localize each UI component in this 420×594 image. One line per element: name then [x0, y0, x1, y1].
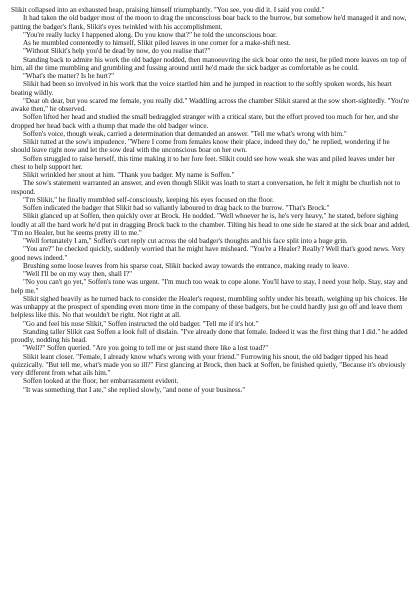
paragraph: Slikit tutted at the sow's impudence. "Where I come from females know their place, indeed they do," he replied, wondering if he should leave right now and let the sow deal with the unconscious boar on her own.: [11, 138, 390, 155]
paragraph: "No you can't go yet," Soffen's tone was urgent. "I'm much too weak to cope alone. You'll have to stay, I need your help. Stay, stay and help me.": [11, 278, 408, 295]
paragraph: "I'm Slikit," he finally mumbled self-consciously, keeping his eyes focused on the floor.: [23, 195, 274, 204]
paragraph: The sow's statement warranted an answer, and even though Slikit was loath to start a conversation, he felt it might be churlish not to respond.: [11, 179, 401, 196]
paragraph: Standing back to admire his work the old badger nodded, then manoeuvring the sick boar onto the nest, he piled more leaves on top of him, all the time mumbling and grumbling and fussing around until he'd made the sick badger as comfortable as he could.: [11, 55, 407, 72]
paragraph: "Go and feel his nose Slikit," Soffen instructed the old badger. "Tell me if it's hot.": [23, 319, 259, 328]
paragraph: "Well I'll be on my way then, shall I?": [23, 270, 133, 278]
paragraph: "Well fortunately I am," Soffen's curt reply cut across the old badger's thoughts and his face split into a huge grin.: [23, 237, 348, 245]
paragraph: Standing taller Slikit cast Soffen a look full of disdain. "I've already done that female. Indeed it was the first thing that I did." he added proudly, nodding his head.: [11, 327, 408, 344]
paragraph: "Dear oh dear, but you scared me female, you really did." Waddling across the chamber Slikit stared at the sow short-sightedly. "You're awake then," he observed.: [11, 96, 410, 113]
paragraph: Slikit glanced up at Soffen, then quickly over at Brock. He nodded. "Well whoever he is, he's very heavy," he stated, before sighing loudly at all the hard work he'd put in dragging Brock back to the chamber. Tilting his head to one side he stared at the sick boar and added, "I'm no Healer, but he seems pretty ill to me.": [11, 212, 410, 237]
paragraph: Slikit leant closer. "Female, I already know what's wrong with your friend." Furrowing his snout, the old badger tipped his head quizzically. "But tell me, what's made you so ill?" First glancing at Brock, then back at Soffen, he finished quietly, "Because it's obviously very different from what ails him.": [11, 352, 406, 377]
paragraph: Slikit sighed heavily as he turned back to consider the Healer's request, mumbling softly under his breath, weighing up his choices. He was unhappy at the prospect of spending even more time in the company of these badgers, but he could hardly just go off and leave them helpless like this. No that wouldn't be right. Not right at all.: [11, 294, 408, 320]
paragraph: Slikit wrinkled her snout at him. "Thank you badger. My name is Soffen.": [23, 171, 235, 179]
paragraph: Soffen lifted her head and studied the small bedraggled stranger with a critical stare, but the effort proved too much for her, and she dropped her head back with a thump that made the old badger wince.: [11, 113, 399, 130]
paragraph: Soffen looked at the floor, her embarrassment evident.: [23, 377, 179, 386]
paragraph: "Well?" Soffen queried. "Are you going to tell me or just stand there like a lost toad?": [23, 344, 269, 353]
paragraph: Brushing some loose leaves from his sparse coat, Slikit backed away towards the entrance, making ready to leave.: [23, 261, 349, 270]
paragraph: Soffen's voice, though weak, carried a determination that demanded an answer. "Tell me what's wrong with him.": [23, 129, 347, 138]
paragraph: "What's the matter? Is he hurt?": [23, 72, 114, 80]
paragraph: It had taken the old badger most of the moon to drag the unconscious boar back to the burrow, but somehow he'd managed it and now, patting the badger's flank, Slikit's eyes twinkled with his accomplishment.: [11, 14, 407, 31]
paragraph: Slikit collapsed into an exhausted heap, praising himself triumphantly. "You see, you did it. I said you could.": [11, 6, 325, 14]
paragraph: "You're really lucky I happened along. Do you know that?" he told the unconscious boar.: [23, 30, 277, 39]
paragraph: "It was something that I ate," she replied slowly, "and none of your business.": [23, 385, 246, 394]
paragraph: "Without Slikit's help you'd be dead by now, do you realise that?": [23, 47, 211, 56]
paragraph: Soffen struggled to raise herself, this time making it to her fore feet. Slikit could see how weak she was and piled leaves under her chest to help support her.: [11, 154, 395, 171]
paragraph: Soffen indicated the badger that Slikit had so valiantly laboured to drag back to the burrow. "That's Brock.": [23, 204, 330, 212]
paragraph: Slikit had been so involved in his work that the voice startled him and he jumped in reaction to the softly spoken words, his heart beating wildly.: [11, 80, 392, 97]
paragraph: As he mumbled contentedly to himself, Slikit piled leaves in one corner for a make-shift nest.: [23, 39, 291, 47]
paragraph: "You are?" he checked quickly, suddenly worried that he might have misheard. "You're a Healer? Really? Well that's good news. Very good news indeed.": [11, 245, 405, 262]
